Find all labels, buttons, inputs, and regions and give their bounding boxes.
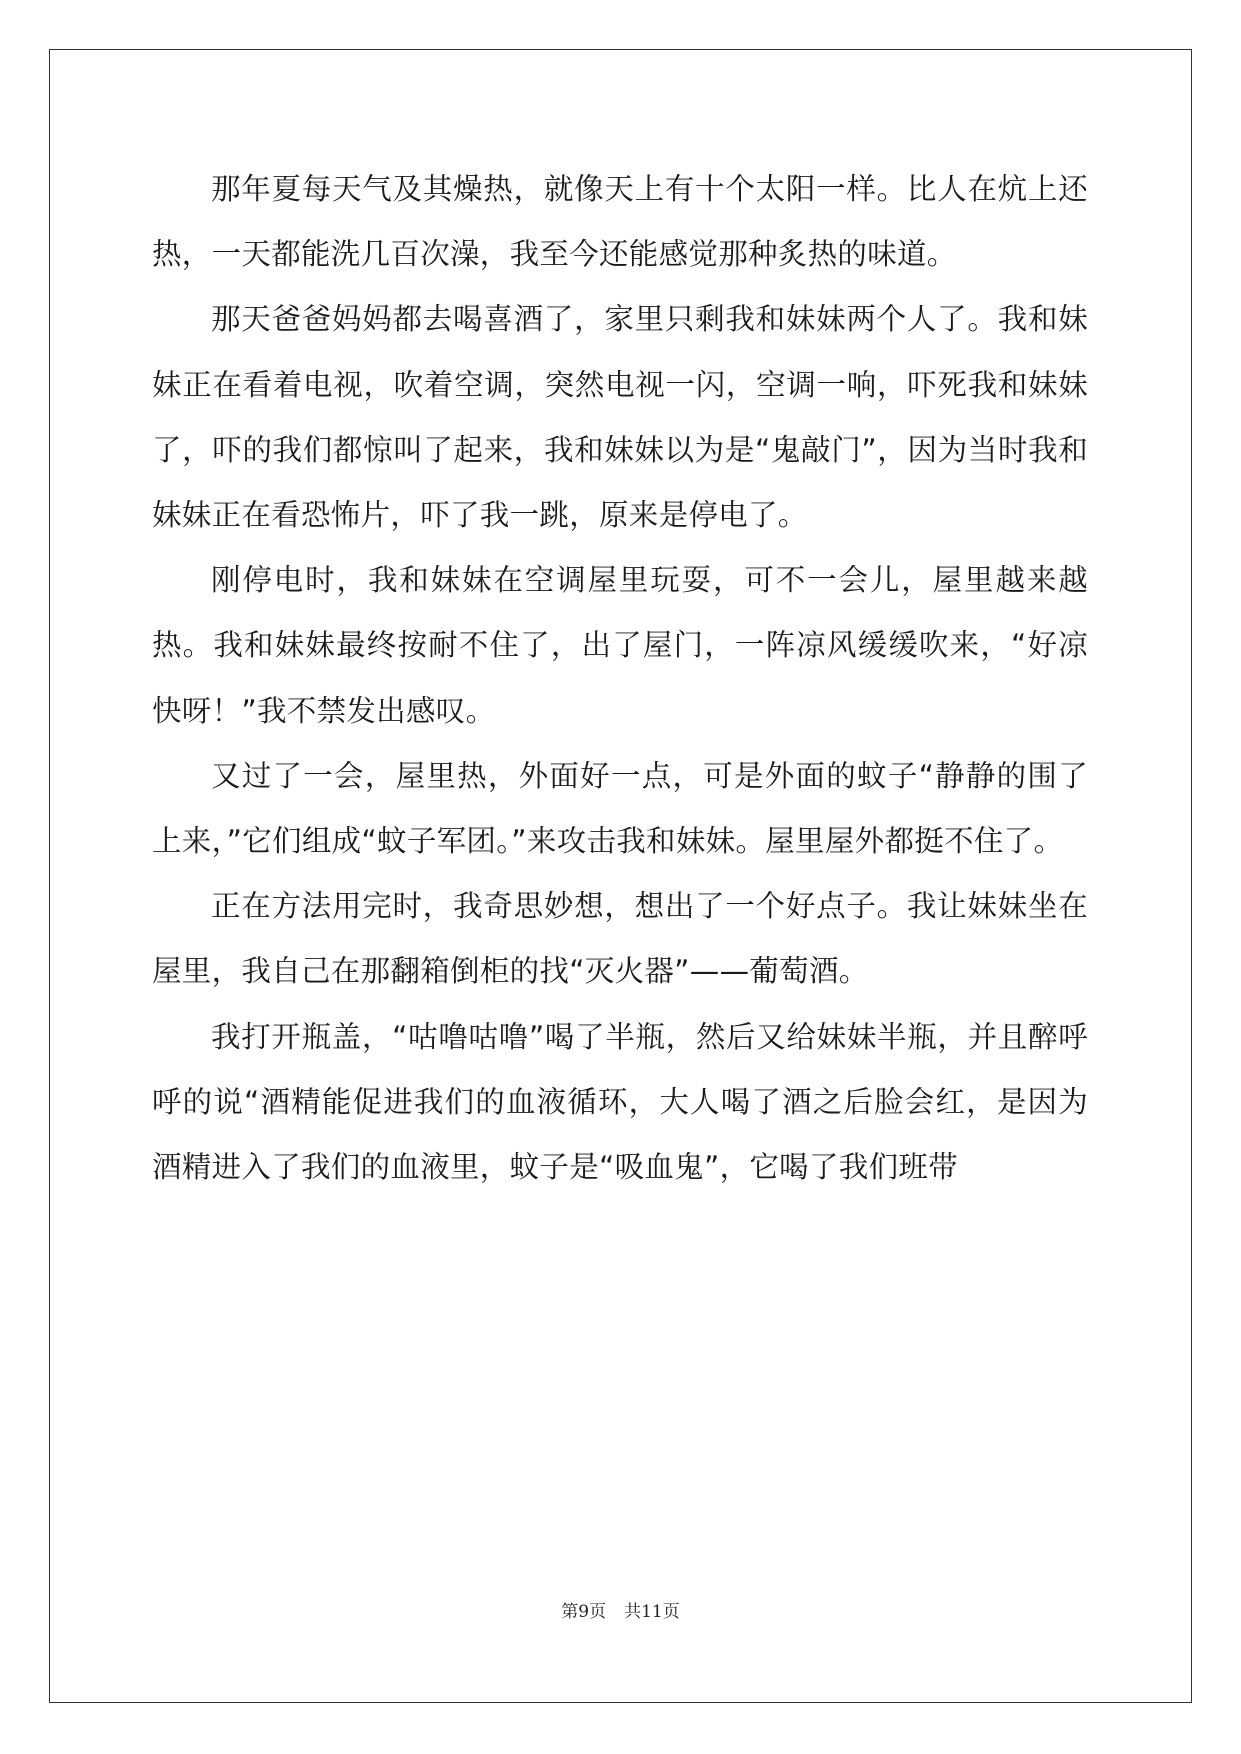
document-body [152, 157, 1088, 1200]
paragraph: 我打开瓶盖，“咕噜咕噜”喝了半瓶，然后又给妹妹半瓶，并且醉呼呼的说“酒精能促进我们的血液循环，大人喝了酒之后脸会红，是因为酒精进入了我们的血液里，蚊子是“吸血鬼”，它喝了我们班带 [152, 1019, 1088, 1185]
paragraph: 又过了一会，屋里热，外面好一点，可是外面的蚊子“静静的围了上来，”它们组成“蚊子军团。”来攻击我和妹妹。屋里屋外都挺不住了。 [152, 758, 1088, 859]
paragraph: 那天爸爸妈妈都去喝喜酒了，家里只剩我和妹妹两个人了。我和妹妹正在看着电视，吹着空调，突然电视一闪，空调一响，吓死我和妹妹了，吓的我们都惊叫了起来，我和妹妹以为是“鬼敲门”，因为当时我和妹妹正在看恐怖片，吓了我一跳，原来是停电了。 [152, 302, 1088, 533]
page-number: 第9页 [561, 1602, 607, 1622]
page-total: 共11页 [624, 1602, 680, 1622]
paragraph: 正在方法用完时，我奇思妙想，想出了一个好点子。我让妹妹坐在屋里，我自己在那翻箱倒柜的找“灭火器”——葡萄酒。 [152, 889, 1088, 989]
paragraph: 刚停电时，我和妹妹在空调屋里玩耍，可不一会儿，屋里越来越热。我和妹妹最终按耐不住了，出了屋门，一阵凉风缓缓吹来，“好凉快呀！”我不禁发出感叹。 [152, 563, 1088, 728]
page-footer [0, 1597, 1241, 1622]
paragraph: 那年夏每天气及其燥热，就像天上有十个太阳一样。比人在炕上还热，一天都能洗几百次澡，我至今还能感觉那种炙热的味道。 [152, 172, 1088, 272]
